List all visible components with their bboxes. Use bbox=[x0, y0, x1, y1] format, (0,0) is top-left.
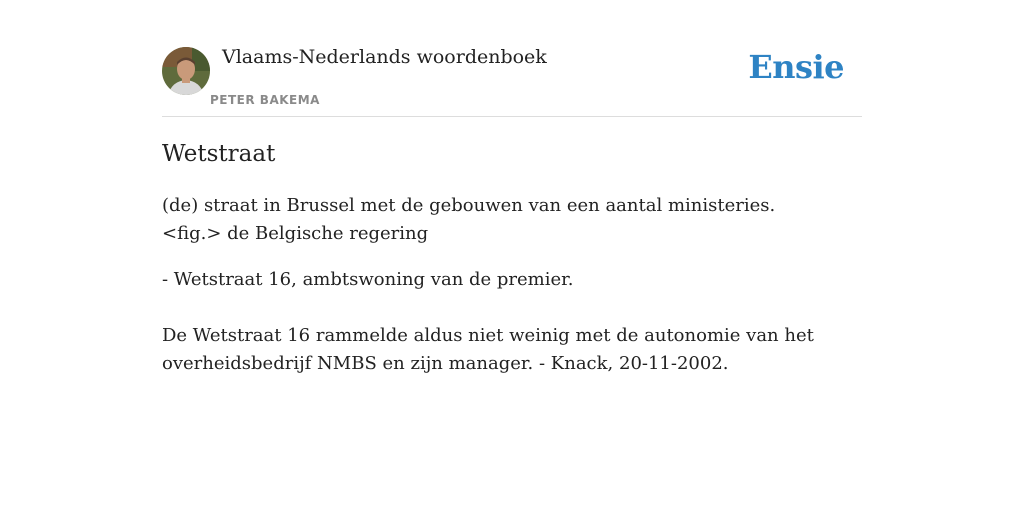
avatar-photo-icon bbox=[162, 47, 210, 95]
dictionary-title[interactable]: Vlaams-Nederlands woordenboek bbox=[222, 46, 547, 68]
entry-quote: De Wetstraat 16 rammelde aldus niet weinig met de autonomie van het overheidsbedrijf NMBS en zijn manager. - Knack, 20-11-2002. bbox=[162, 325, 814, 374]
entry-term: Wetstraat bbox=[162, 141, 276, 167]
author-avatar[interactable] bbox=[162, 47, 210, 95]
entry-content bbox=[162, 138, 822, 378]
site-logo[interactable]: Ensie bbox=[748, 48, 844, 86]
entry-definition: (de) straat in Brussel met de gebouwen van een aantal ministeries.<fig.> de Belgische regering bbox=[162, 195, 776, 244]
entry-header bbox=[162, 40, 862, 117]
author-name[interactable]: PETER BAKEMA bbox=[210, 93, 320, 107]
entry-example: - Wetstraat 16, ambtswoning van de premier. bbox=[162, 269, 574, 290]
